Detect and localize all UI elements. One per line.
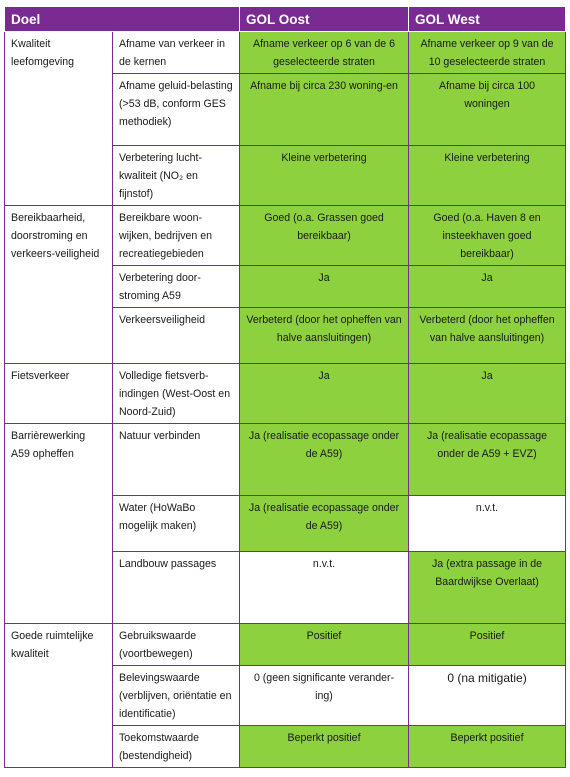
goal-cell: Goede ruimtelijke kwaliteit (5, 624, 113, 768)
criterion-cell: Water (HoWaBo mogelijk maken) (113, 496, 240, 552)
gol-oost-cell: 0 (geen significante verander-ing) (240, 666, 409, 726)
criterion-cell: Verbetering lucht-kwaliteit (NO₂ en fijnstof) (113, 146, 240, 206)
table-row (5, 424, 566, 496)
gol-west-cell: Ja (409, 266, 566, 308)
gol-west-cell: Ja (realisatie ecopassage onder de A59 + EVZ) (409, 424, 566, 496)
gol-west-cell: Goed (o.a. Haven 8 en insteekhaven goed bereikbaar) (409, 206, 566, 266)
goal-cell: Kwaliteit leefomgeving (5, 32, 113, 206)
header-doel: Doel (5, 7, 240, 32)
gol-west-cell: Beperkt positief (409, 726, 566, 768)
goal-cell: Fietsverkeer (5, 364, 113, 424)
criterion-cell: Natuur verbinden (113, 424, 240, 496)
gol-oost-cell: Ja (realisatie ecopassage onder de A59) (240, 496, 409, 552)
gol-oost-cell: Ja (realisatie ecopassage onder de A59) (240, 424, 409, 496)
criterion-cell: Verbetering door-stroming A59 (113, 266, 240, 308)
gol-west-cell: 0 (na mitigatie) (409, 666, 566, 726)
comparison-table (4, 7, 566, 768)
gol-west-cell: Afname verkeer op 9 van de 10 geselecteerde straten (409, 32, 566, 74)
gol-west-cell: n.v.t. (409, 496, 566, 552)
criterion-cell: Volledige fietsverb-indingen (West-Oost en Noord-Zuid) (113, 364, 240, 424)
gol-oost-cell: Verbeterd (door het opheffen van halve aansluitingen) (240, 308, 409, 364)
gol-west-cell: Ja (extra passage in de Baardwijkse Overlaat) (409, 552, 566, 624)
gol-west-cell: Kleine verbetering (409, 146, 566, 206)
criterion-cell: Toekomstwaarde (bestendigheid) (113, 726, 240, 768)
goal-cell: Barrièrewerking A59 opheffen (5, 424, 113, 624)
gol-west-cell: Ja (409, 364, 566, 424)
criterion-cell: Belevingswaarde (verblijven, oriëntatie en identificatie) (113, 666, 240, 726)
gol-oost-cell: Afname bij circa 230 woning-en (240, 74, 409, 146)
goal-cell: Bereikbaarheid, doorstroming en verkeers-veiligheid (5, 206, 113, 364)
table-row (5, 624, 566, 666)
gol-oost-cell: Goed (o.a. Grassen goed bereikbaar) (240, 206, 409, 266)
criterion-cell: Afname van verkeer in de kernen (113, 32, 240, 74)
gol-oost-cell: n.v.t. (240, 552, 409, 624)
gol-oost-cell: Beperkt positief (240, 726, 409, 768)
criterion-cell: Gebruikswaarde (voortbewegen) (113, 624, 240, 666)
criterion-cell: Afname geluid-belasting (>53 dB, conform GES methodiek) (113, 74, 240, 146)
table-row (5, 364, 566, 424)
gol-oost-cell: Positief (240, 624, 409, 666)
table-row (5, 32, 566, 74)
gol-west-cell: Afname bij circa 100 woningen (409, 74, 566, 146)
header-row (5, 7, 566, 32)
gol-west-cell: Positief (409, 624, 566, 666)
criterion-cell: Verkeersveiligheid (113, 308, 240, 364)
table-body (5, 32, 566, 768)
criterion-cell: Bereikbare woon-wijken, bedrijven en recreatiegebieden (113, 206, 240, 266)
gol-west-cell: Verbeterd (door het opheffen van halve aansluitingen) (409, 308, 566, 364)
gol-oost-cell: Ja (240, 364, 409, 424)
header-gol-west: GOL West (409, 7, 566, 32)
gol-oost-cell: Ja (240, 266, 409, 308)
table-row (5, 206, 566, 266)
gol-oost-cell: Kleine verbetering (240, 146, 409, 206)
header-gol-oost: GOL Oost (240, 7, 409, 32)
criterion-cell: Landbouw passages (113, 552, 240, 624)
gol-oost-cell: Afname verkeer op 6 van de 6 geselecteerde straten (240, 32, 409, 74)
